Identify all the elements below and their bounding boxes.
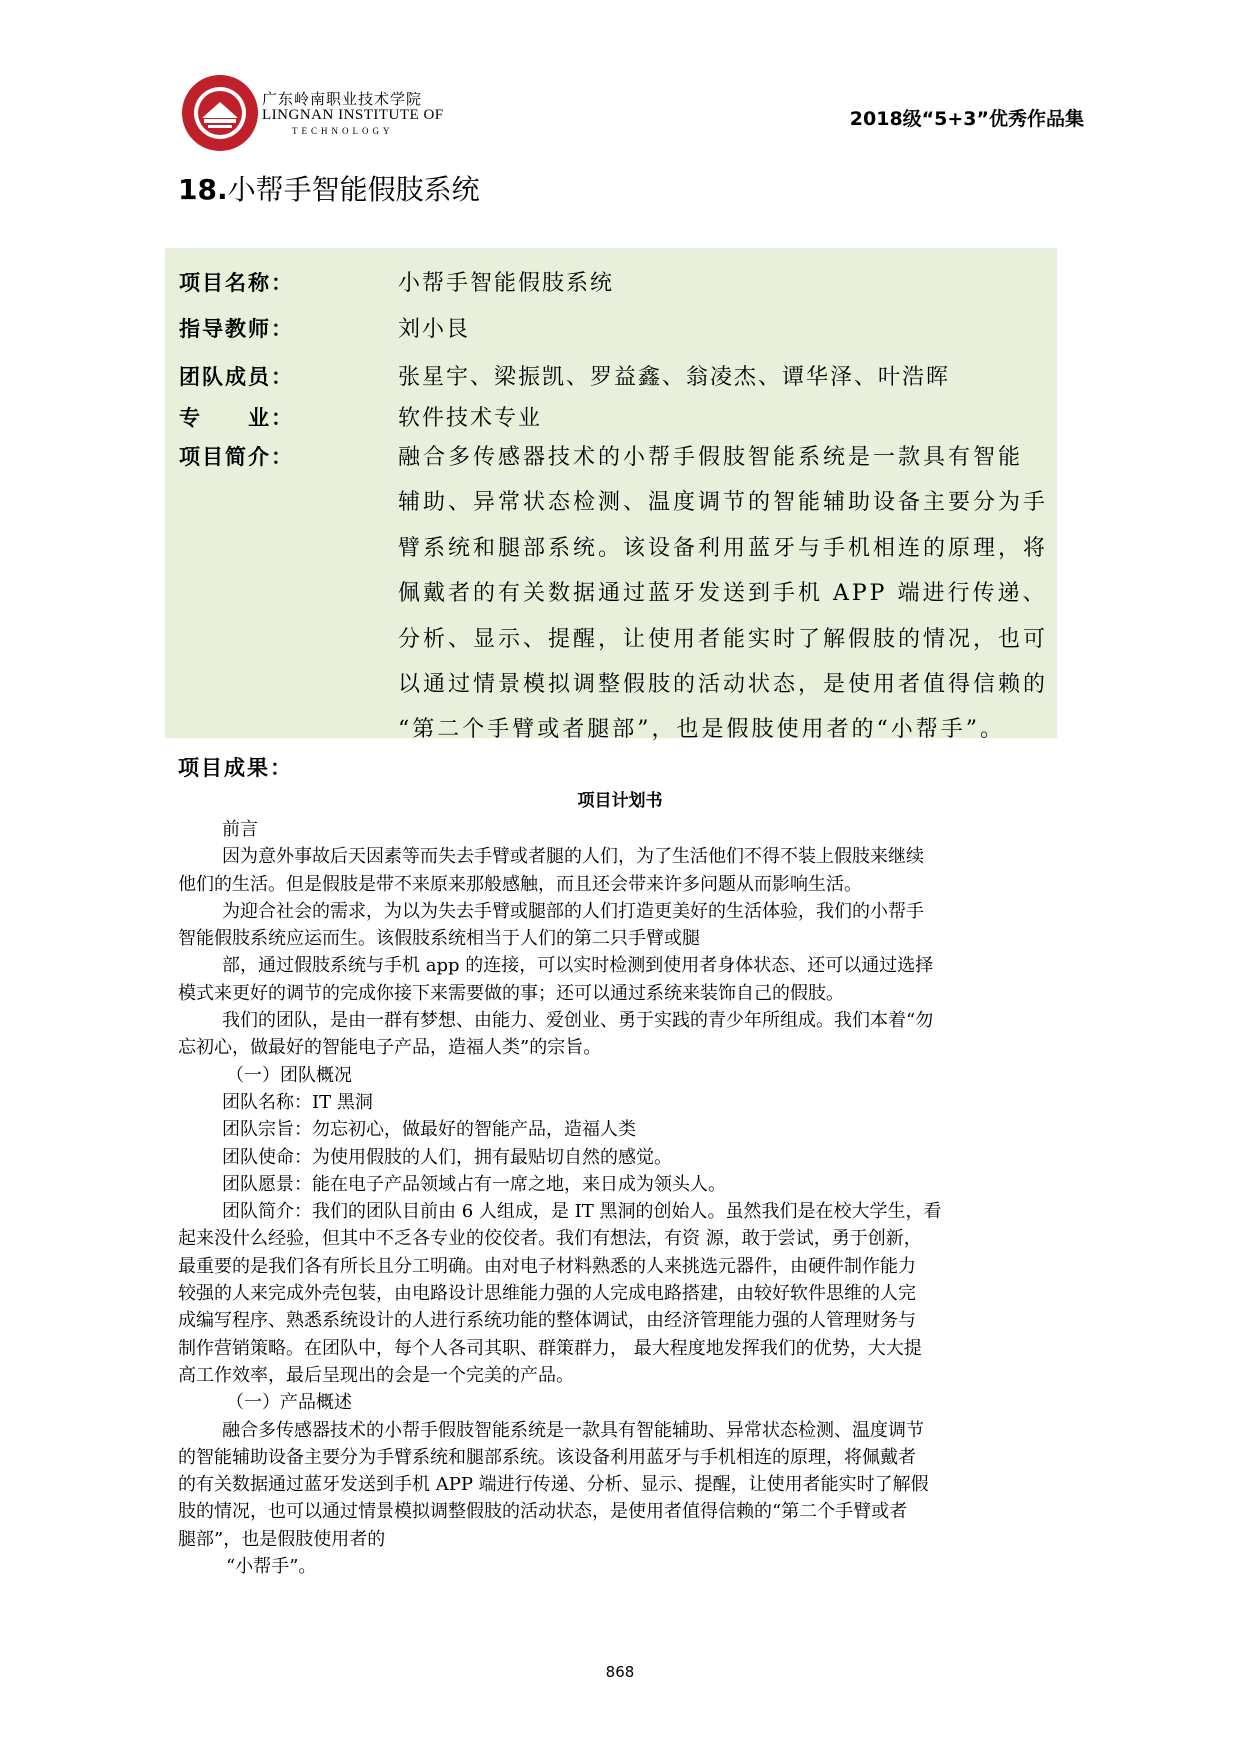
members-value: 张星宇、梁振凯、罗益鑫、翁凌杰、谭华泽、叶浩晖 — [398, 365, 951, 390]
teacher-label: 指导教师： — [179, 317, 294, 341]
name-value: 小帮手智能假肢系统 — [398, 271, 615, 296]
body-line: （一）产品概述 — [226, 1392, 352, 1414]
page-number: 868 — [605, 1663, 635, 1681]
body-line: 团队名称：IT 黑洞 — [222, 1091, 373, 1113]
body-line: 部，通过假肢系统与手机 app 的连接，可以实时检测到使用者身体状态、还可以通过选择 — [222, 955, 934, 977]
intro-line: 辅助、异常状态检测、温度调节的智能辅助设备主要分为手 — [398, 490, 1049, 516]
body-line: 我们的团队，是由一群有梦想、由能力、爱创业、勇于实践的青少年所组成。我们本着“勿 — [222, 1010, 934, 1032]
body-line: “小帮手”。 — [226, 1556, 317, 1578]
body-line: 的有关数据通过蓝牙发送到手机 APP 端进行传递、分析、显示、提醒，让使用者能实时了解假 — [178, 1474, 929, 1496]
intro-line: 佩戴者的有关数据通过蓝牙发送到手机 APP 端进行传递、 — [398, 581, 1048, 607]
intro-line: 臂系统和腿部系统。该设备利用蓝牙与手机相连的原理，将 — [398, 535, 1049, 561]
teacher-value: 刘小艮 — [398, 317, 471, 342]
intro-line: 融合多传感器技术的小帮手假肢智能系统是一款具有智能 — [398, 445, 1024, 470]
body-line: 制作营销策略。在团队中，每个人各司其职、群策群力， 最大程度地发挥我们的优势，大大提 — [178, 1337, 922, 1359]
body-line: 团队使命：为使用假肢的人们，拥有最贴切自然的感觉。 — [222, 1146, 672, 1168]
body-line: （一）团队概况 — [226, 1064, 352, 1086]
body-line: 团队简介：我们的团队目前由 6 人组成，是 IT 黑洞的创始人。虽然我们是在校大学生，看 — [222, 1201, 942, 1223]
body-line: 模式来更好的调节的完成你接下来需要做的事；还可以通过系统来装饰自己的假肢。 — [178, 982, 844, 1004]
collection-title: 2018级“5+3”优秀作品集 — [849, 108, 1084, 130]
major-label: 专 业： — [179, 406, 294, 430]
plan-title: 项目计划书 — [577, 791, 663, 811]
title-text: 小帮手智能假肢系统 — [227, 173, 480, 206]
body-line: 智能假肢系统应运而生。该假肢系统相当于人们的第二只手臂或腿 — [178, 928, 700, 950]
school-name-en-2: TECHNOLOGY — [292, 126, 394, 136]
body-line: 为迎合社会的需求，为以为失去手臂或腿部的人们打造更美好的生活体验，我们的小帮手 — [222, 900, 924, 922]
intro-line: 以通过情景模拟调整假肢的活动状态，是使用者值得信赖的 — [398, 671, 1049, 697]
project-info-table — [165, 271, 1057, 750]
body-line: 团队愿景：能在电子产品领域占有一席之地，来日成为领头人。 — [222, 1173, 726, 1195]
intro-line: 分析、显示、提醒，让使用者能实时了解假肢的情况，也可 — [398, 626, 1049, 652]
body-line: 较强的人来完成外壳包装，由电路设计思维能力强的人完成电路搭建，由较好软件思维的人完 — [178, 1283, 916, 1305]
body-line: 的智能辅助设备主要分为手臂系统和腿部系统。该设备利用蓝牙与手机相连的原理，将佩戴者 — [178, 1446, 916, 1468]
name-label: 项目名称： — [179, 271, 294, 295]
school-name-en: LINGNAN INSTITUTE OF — [262, 107, 444, 123]
body-line: 忘初心，做最好的智能电子产品，造福人类”的宗旨。 — [178, 1037, 602, 1059]
results-label: 项目成果： — [178, 756, 293, 780]
body-line: 最重要的是我们各有所长且分工明确。由对电子材料熟悉的人来挑选元器件，由硬件制作能力 — [178, 1255, 916, 1277]
body-line: 起来没什么经验，但其中不乏各专业的佼佼者。我们有想法，有资 源，敢于尝试，勇于创新， — [178, 1228, 922, 1250]
plan-body — [178, 816, 1093, 1580]
body-line: 高工作效率，最后呈现出的会是一个完美的产品。 — [178, 1364, 574, 1386]
body-line: 成编写程序、熟悉系统设计的人进行系统功能的整体调试，由经济管理能力强的人管理财务与 — [178, 1310, 916, 1332]
school-emblem-icon — [180, 72, 260, 154]
school-name-cn: 广东岭南职业技术学院 — [262, 90, 423, 108]
intro-line: “第二个手臂或者腿部”，也是假肢使用者的“小帮手”。 — [398, 717, 1005, 743]
intro-label: 项目简介： — [179, 445, 294, 469]
body-line: 团队宗旨：勿忘初心，做最好的智能产品，造福人类 — [222, 1119, 636, 1141]
body-line: 融合多传感器技术的小帮手假肢智能系统是一款具有智能辅助、异常状态检测、温度调节 — [222, 1419, 924, 1441]
body-line: 肢的情况，也可以通过情景模拟调整假肢的活动状态，是使用者值得信赖的“第二个手臂或者 — [178, 1501, 908, 1523]
major-value: 软件技术专业 — [398, 406, 543, 431]
title-number: 18. — [178, 173, 228, 206]
body-line: 前言 — [222, 819, 258, 840]
body-line: 腿部”，也是假肢使用者的 — [178, 1528, 386, 1550]
members-label: 团队成员： — [179, 365, 294, 389]
body-line: 因为意外事故后天因素等而失去手臂或者腿的人们，为了生活他们不得不装上假肢来继续 — [222, 846, 924, 868]
page-title — [178, 168, 480, 208]
intro-paragraph — [398, 435, 1050, 753]
body-line: 他们的生活。但是假肢是带不来原来那般感触，而且还会带来许多问题从而影响生活。 — [178, 873, 862, 895]
